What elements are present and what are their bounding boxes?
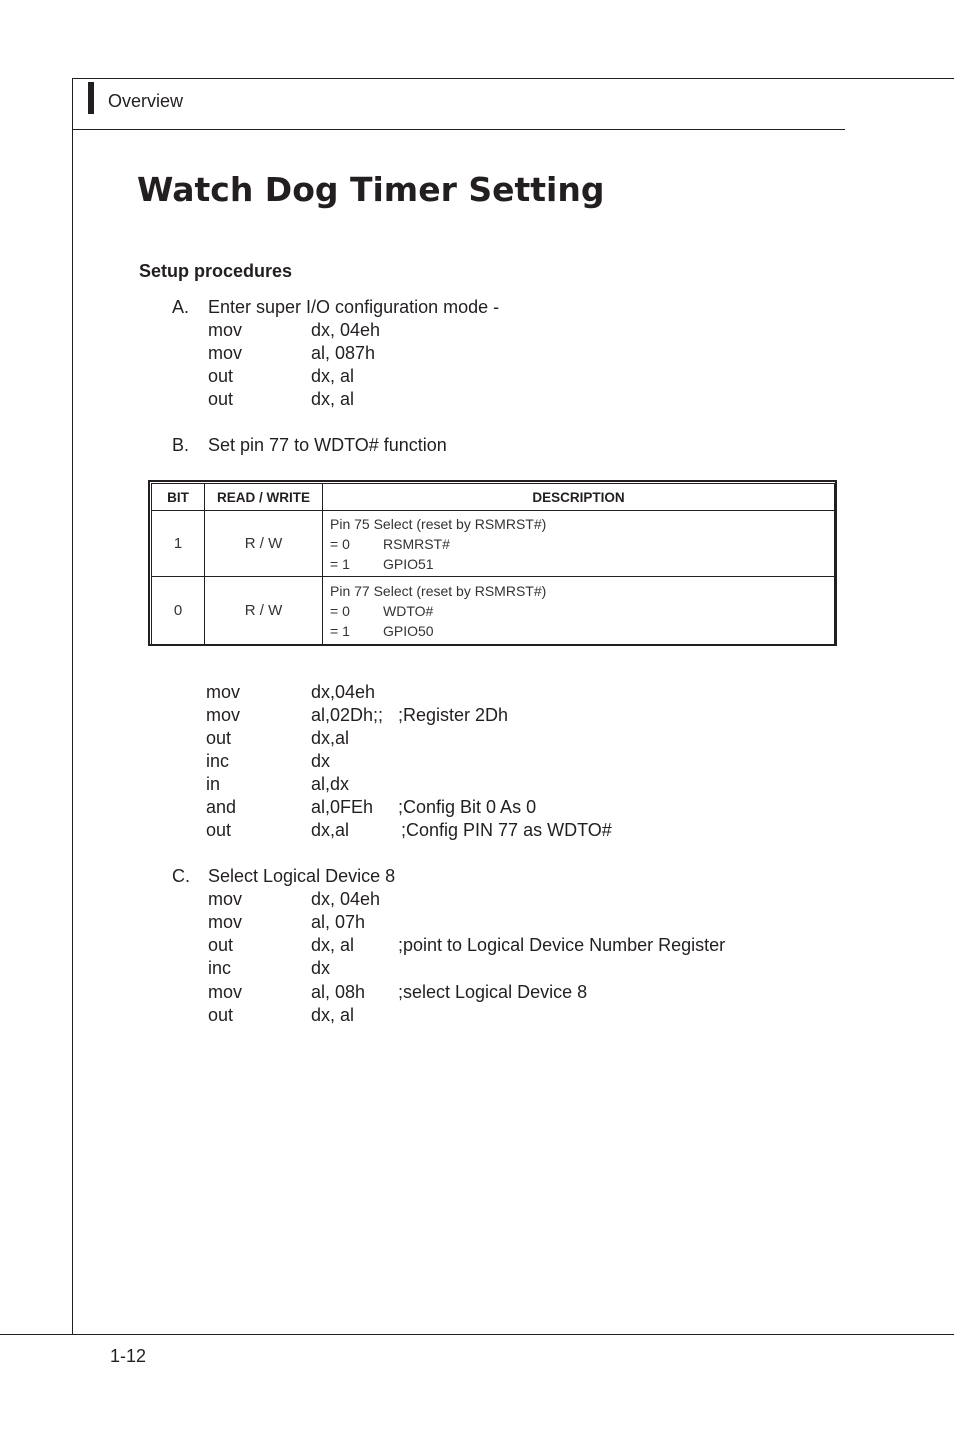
- left-rule: [72, 78, 73, 1335]
- code-instruction: mov: [208, 912, 243, 932]
- read-write-cell: R / W: [205, 511, 323, 577]
- code-instruction: mov: [206, 682, 241, 702]
- code-operands: al,02Dh;;: [311, 705, 384, 725]
- code-comment: ;select Logical Device 8: [398, 982, 588, 1002]
- code-instruction: mov: [208, 320, 243, 340]
- table-header-row: [152, 484, 835, 511]
- code-instruction: mov: [208, 982, 243, 1002]
- page-title: Watch Dog Timer Setting: [137, 170, 605, 209]
- code-instruction: inc: [206, 751, 230, 771]
- code-instruction: mov: [208, 889, 243, 909]
- register-table: [148, 480, 837, 646]
- column-header-bit: BIT: [152, 484, 205, 511]
- description-title: Pin 75 Select (reset by RSMRST#): [330, 515, 547, 532]
- code-operands: dx, 04eh: [311, 320, 381, 340]
- code-instruction: mov: [208, 343, 243, 363]
- step-a-marker: A.: [172, 297, 190, 317]
- option-value: = 0: [330, 602, 350, 619]
- table-row: [152, 511, 835, 577]
- code-instruction: out: [208, 935, 234, 955]
- code-operands: dx, al: [311, 366, 355, 386]
- code-operands: dx, al: [311, 1005, 355, 1025]
- code-operands: dx: [311, 751, 331, 771]
- code-operands: dx, al: [311, 935, 355, 955]
- option-value: = 1: [330, 555, 350, 572]
- description-cell: [323, 577, 835, 645]
- description-option: [330, 534, 834, 554]
- step-c-marker: C.: [172, 866, 190, 886]
- option-label: WDTO#: [383, 602, 434, 619]
- table-row: [152, 577, 835, 645]
- description-option: [330, 601, 834, 621]
- description-cell: [323, 511, 835, 577]
- option-value: = 0: [330, 535, 350, 552]
- header-divider: [72, 129, 845, 130]
- code-instruction: out: [206, 728, 232, 748]
- top-rule: [72, 78, 954, 79]
- column-header-read-write: READ / WRITE: [205, 484, 323, 511]
- code-operands: dx,al: [311, 728, 350, 748]
- option-label: GPIO50: [383, 622, 434, 639]
- code-comment: ;point to Logical Device Number Register: [398, 935, 726, 955]
- code-instruction: mov: [206, 705, 241, 725]
- description-option: [330, 621, 834, 641]
- code-operands: dx: [311, 958, 331, 978]
- code-instruction: out: [206, 820, 232, 840]
- code-instruction: inc: [208, 958, 232, 978]
- option-value: = 1: [330, 622, 350, 639]
- code-instruction: and: [206, 797, 237, 817]
- code-operands: al,0FEh: [311, 797, 374, 817]
- option-label: RSMRST#: [383, 535, 450, 552]
- setup-heading: Setup procedures: [139, 261, 293, 281]
- bottom-rule: [0, 1334, 954, 1335]
- code-instruction: out: [208, 366, 234, 386]
- bit-cell: 1: [152, 511, 205, 577]
- page-number: 1-12: [110, 1346, 147, 1366]
- step-b-text: Set pin 77 to WDTO# function: [208, 435, 447, 455]
- code-operands: dx,al: [311, 820, 350, 840]
- column-header-description: DESCRIPTION: [323, 484, 835, 511]
- code-operands: al, 087h: [311, 343, 376, 363]
- read-write-cell: R / W: [205, 577, 323, 645]
- description-title: Pin 77 Select (reset by RSMRST#): [330, 582, 547, 599]
- code-operands: dx, al: [311, 389, 355, 409]
- code-instruction: out: [208, 389, 234, 409]
- option-label: GPIO51: [383, 555, 434, 572]
- code-instruction: out: [208, 1005, 234, 1025]
- bit-cell: 0: [152, 577, 205, 645]
- code-operands: al,dx: [311, 774, 350, 794]
- code-comment: ;Config PIN 77 as WDTO#: [401, 820, 612, 840]
- code-operands: dx, 04eh: [311, 889, 381, 909]
- step-c-text: Select Logical Device 8: [208, 866, 396, 886]
- step-a-text: Enter super I/O configuration mode -: [208, 297, 500, 317]
- description-option: [330, 554, 834, 574]
- code-operands: al, 07h: [311, 912, 366, 932]
- code-instruction: in: [206, 774, 221, 794]
- step-b-marker: B.: [172, 435, 190, 455]
- code-operands: al, 08h: [311, 982, 366, 1002]
- section-marker-bar: [88, 82, 94, 114]
- section-label: Overview: [108, 91, 184, 111]
- code-operands: dx,04eh: [311, 682, 376, 702]
- code-comment: ;Register 2Dh: [398, 705, 509, 725]
- code-comment: ;Config Bit 0 As 0: [398, 797, 537, 817]
